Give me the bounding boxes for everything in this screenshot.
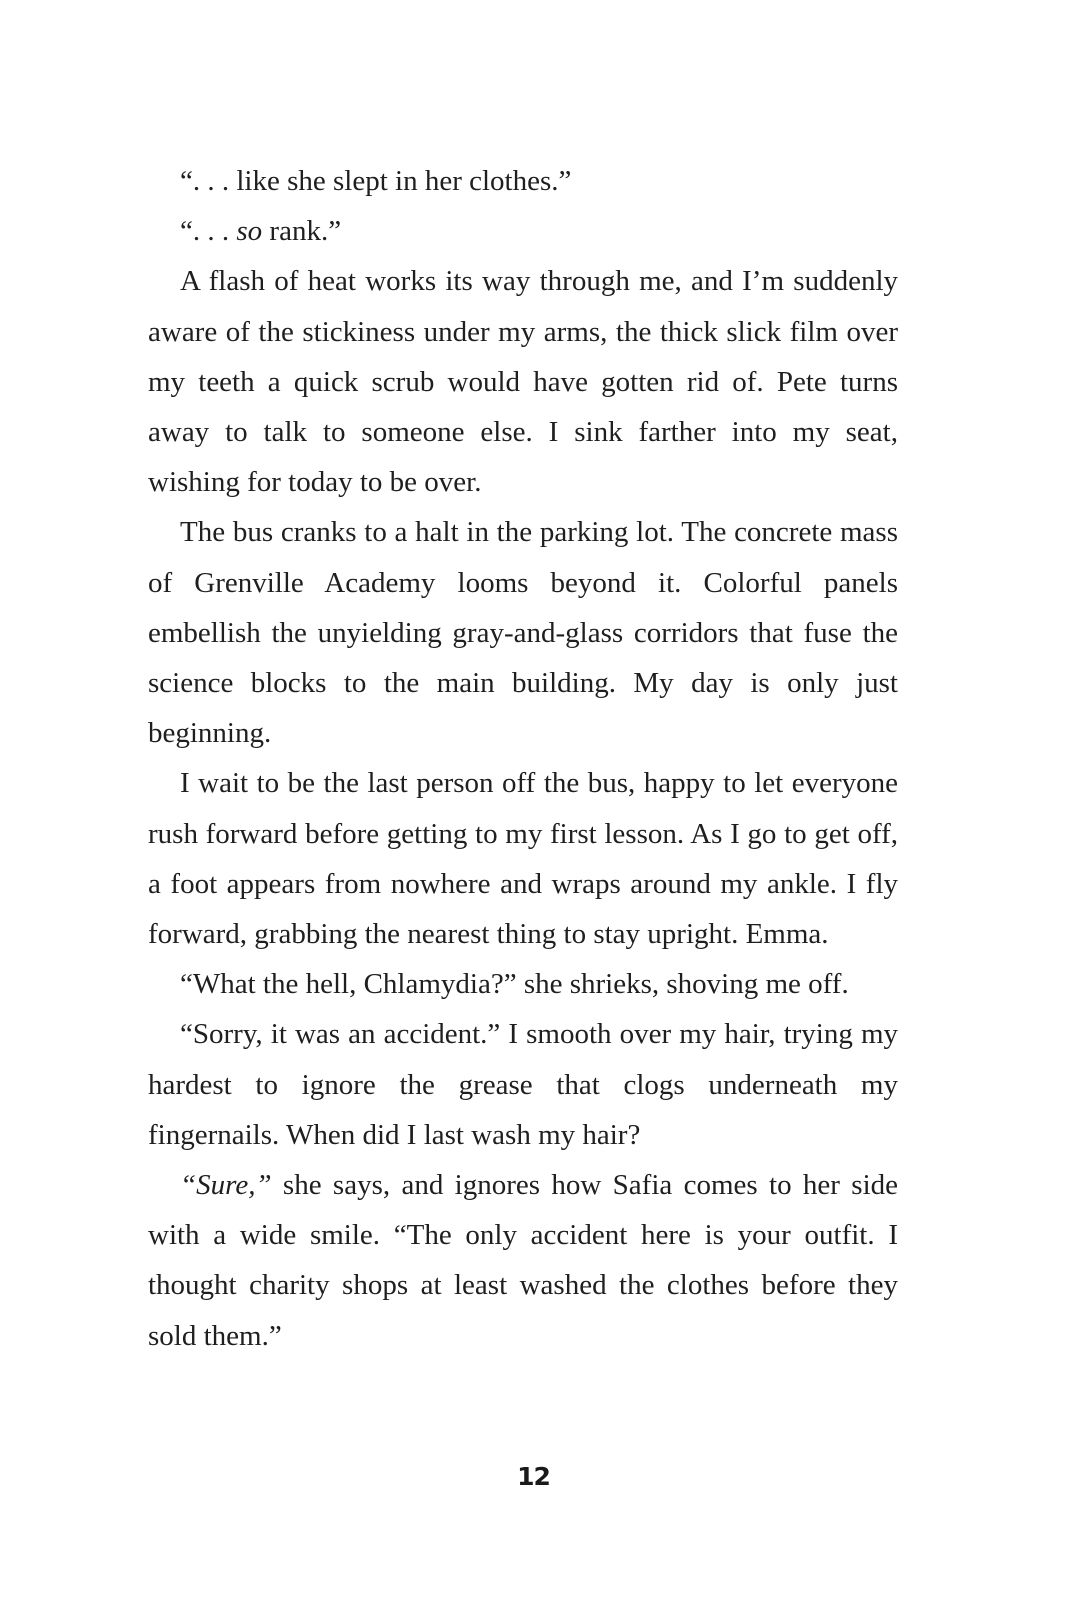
paragraph-6: “What the hell, Chlamydia?” she shrieks, shoving me off. [180,968,849,1001]
paragraph-7: “Sorry, it was an accident.” I smooth over my hair, trying my hardest to ignore the grease that clogs underneath my fingernails. When did I last wash my hair? [148,1018,898,1151]
page-number: 12 [517,1462,550,1491]
paragraph-8: “Sure,” she says, and ignores how Safia comes to her side with a wide smile. “The only accident here is your outfit. I thought charity shops at least washed the clothes before they sold them.” [148,1169,898,1352]
paragraph-3: A flash of heat works its way through me, and I’m suddenly aware of the stickiness under my arms, the thick slick film over my teeth a quick scrub would have gotten rid of. Pete turns away to talk to someone else. I sink farther into my seat, wishing for today to be over. [148,265,898,499]
paragraph-2: “. . . so rank.” [180,215,342,248]
paragraph-5: I wait to be the last person off the bus, happy to let everyone rush forward before getting to my first lesson. As I go to get off, a foot appears from nowhere and wraps around my ankle. I fly forward, grabbing the nearest thing to stay upright. Emma. [148,767,898,951]
paragraph-1: “. . . like she slept in her clothes.” [180,165,572,197]
body-text [148,156,898,1361]
paragraph-4: The bus cranks to a halt in the parking lot. The concrete mass of Grenville Academy looms beyond it. Colorful panels embellish the unyielding gray-and-glass corridors that fuse the science blocks to the main building. My day is only just beginning. [148,516,898,750]
